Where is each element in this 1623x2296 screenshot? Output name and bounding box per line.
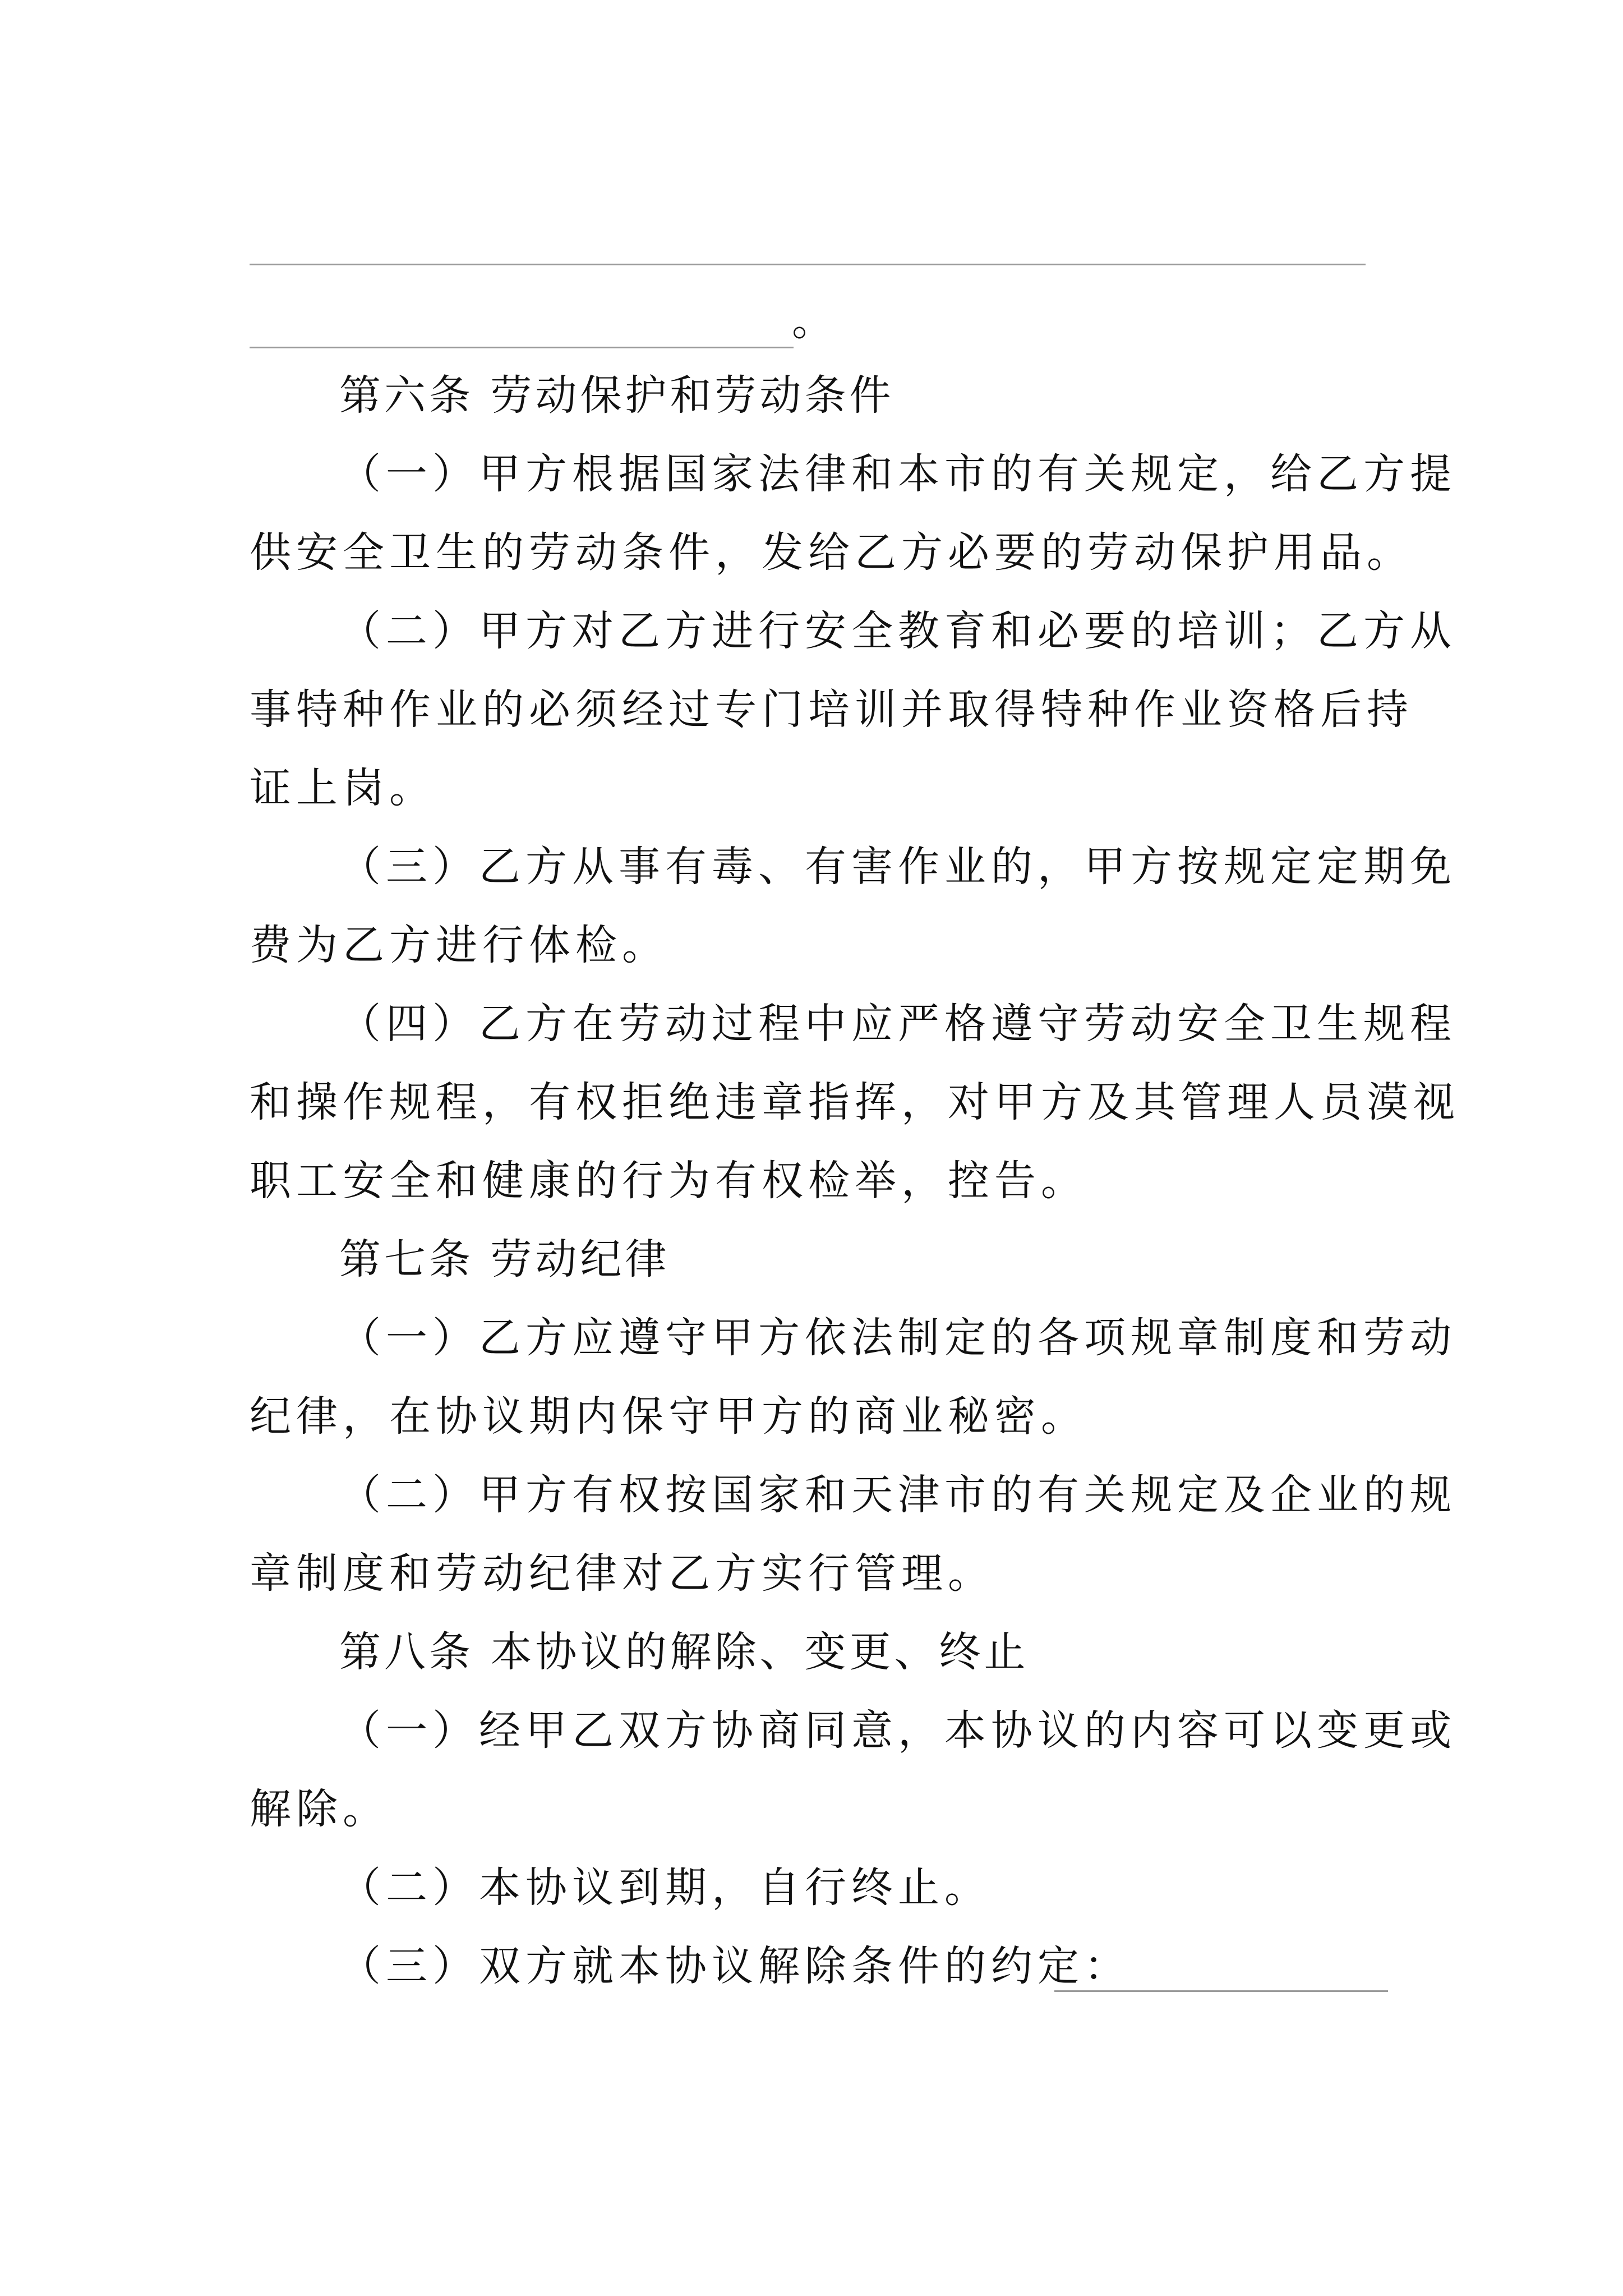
article-6-item-2-line-3: 证上岗。 <box>250 764 436 812</box>
article-6-item-2-line-1: （二）甲方对乙方进行安全教育和必要的培训；乙方从 <box>339 607 1456 655</box>
article-7-item-1-line-2: 纪律，在协议期内保守甲方的商业秘密。 <box>250 1392 1087 1441</box>
article-6-item-4-line-3: 职工安全和健康的行为有权检举，控告。 <box>250 1157 1087 1205</box>
article-7-title: 第七条 劳动纪律 <box>339 1235 670 1283</box>
blank-line-3 <box>1054 1990 1388 1992</box>
article-6-item-2-line-2: 事特种作业的必须经过专门培训并取得特种作业资格后持 <box>250 685 1413 734</box>
article-6-item-4-line-2: 和操作规程，有权拒绝违章指挥，对甲方及其管理人员漠视 <box>250 1078 1460 1126</box>
article-6-item-3-line-1: （三）乙方从事有毒、有害作业的，甲方按规定定期免 <box>339 843 1456 891</box>
article-8-item-3-line-1: （三）双方就本协议解除条件的约定： <box>339 1942 1131 1990</box>
article-6-item-1-line-1: （一）甲方根据国家法律和本市的有关规定，给乙方提 <box>339 450 1456 498</box>
article-6-title: 第六条 劳动保护和劳动条件 <box>339 371 895 420</box>
article-6-item-1-line-2: 供安全卫生的劳动条件，发给乙方必要的劳动保护用品。 <box>250 528 1413 577</box>
article-6-item-4-line-1: （四）乙方在劳动过程中应严格遵守劳动安全卫生规程 <box>339 1000 1456 1048</box>
article-7-item-1-line-1: （一）乙方应遵守甲方依法制定的各项规章制度和劳动 <box>339 1314 1456 1362</box>
article-6-item-3-line-2: 费为乙方进行体检。 <box>250 921 668 969</box>
article-8-item-2-line-1: （二）本协议到期，自行终止。 <box>339 1864 991 1912</box>
article-8-item-1-line-2: 解除。 <box>250 1785 389 1833</box>
article-8-title: 第八条 本协议的解除、变更、终止 <box>339 1628 1029 1676</box>
article-7-item-2-line-1: （二）甲方有权按国家和天津市的有关规定及企业的规 <box>339 1471 1456 1519</box>
blank-line-2 <box>250 347 794 348</box>
blank-end-mark: 。 <box>792 297 833 345</box>
article-8-item-1-line-1: （一）经甲乙双方协商同意，本协议的内容可以变更或 <box>339 1706 1456 1755</box>
article-7-item-2-line-2: 章制度和劳动纪律对乙方实行管理。 <box>250 1549 994 1598</box>
blank-line-1 <box>250 264 1366 265</box>
